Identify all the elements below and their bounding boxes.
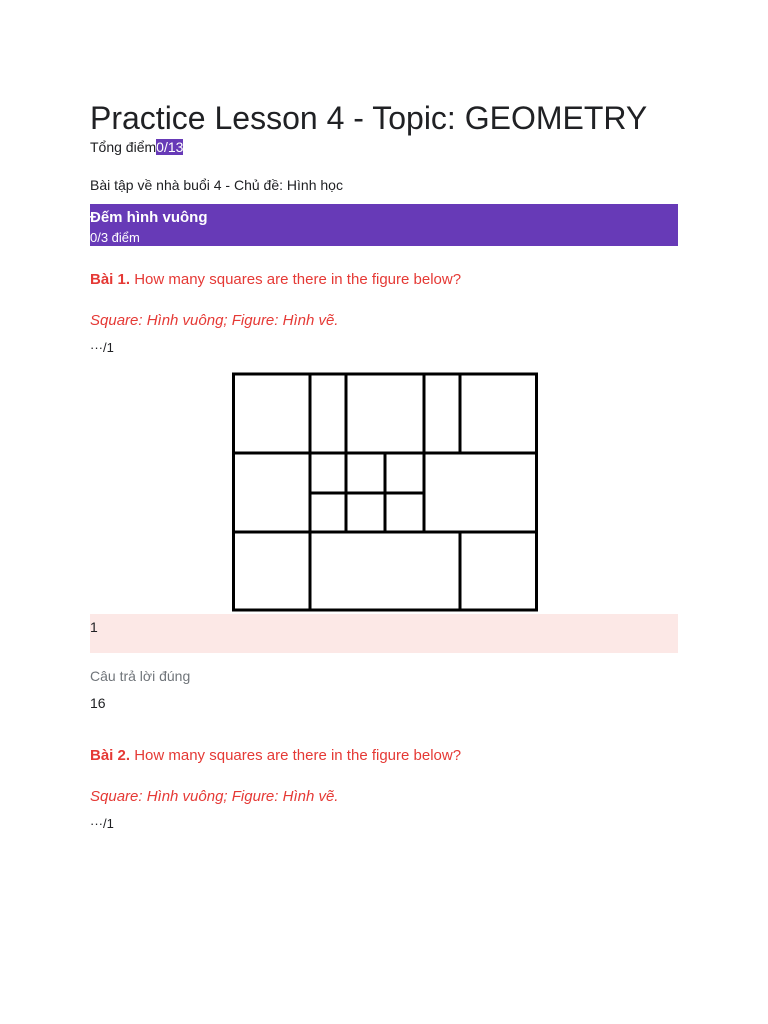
- page-title: Practice Lesson 4 - Topic: GEOMETRY: [90, 100, 648, 136]
- question-2-number: Bài 2.: [90, 747, 131, 764]
- total-score: [90, 138, 183, 156]
- question-1-text: How many squares are there in the figure below?: [134, 271, 462, 288]
- correct-answer-value: 16: [90, 695, 106, 711]
- question-2-text: How many squares are there in the figure below?: [134, 747, 462, 764]
- section-header: [90, 204, 678, 246]
- section-title: Đếm hình vuông: [90, 209, 208, 226]
- question-1-response: 1: [90, 619, 98, 635]
- question-1-hint: Square: Hình vuông; Figure: Hình vẽ.: [90, 312, 339, 329]
- section-points: 0/3 điểm: [90, 230, 140, 245]
- form-description: Bài tập về nhà buổi 4 - Chủ đề: Hình học: [90, 177, 343, 193]
- question-1-points: ···/1: [90, 340, 114, 355]
- question-1-response-box: [90, 614, 678, 653]
- total-score-label: Tổng điểm: [90, 139, 157, 155]
- squares-figure: [232, 372, 538, 612]
- question-2-hint: Square: Hình vuông; Figure: Hình vẽ.: [90, 788, 339, 805]
- question-2-points: ···/1: [90, 816, 114, 831]
- correct-answer-label: Câu trả lời đúng: [90, 668, 191, 684]
- question-2-prompt: [90, 746, 461, 766]
- question-1-prompt: [90, 270, 461, 290]
- question-1-number: Bài 1.: [90, 271, 131, 288]
- total-score-value: 0/13: [156, 139, 184, 155]
